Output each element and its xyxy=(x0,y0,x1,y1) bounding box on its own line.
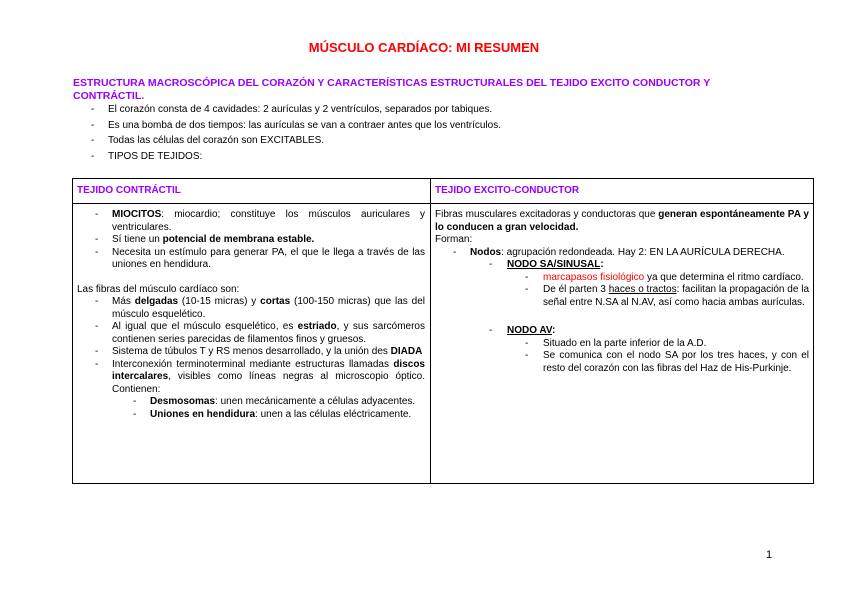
list-item: - TIPOS DE TEJIDOS: xyxy=(73,151,773,167)
list-item: - Nodos: agrupación redondeada. Hay 2: EN LA AURÍCULA DERECHA. xyxy=(435,247,809,260)
list-item: - MIOCITOS: miocardio; constituye los músculos auriculares y ventriculares. xyxy=(77,209,425,234)
nodo-sa-details xyxy=(435,272,809,310)
tissue-table xyxy=(72,178,814,484)
intro-list xyxy=(73,104,773,166)
list-item: - Desmosomas: unen mecánicamente a células adyacentes. xyxy=(77,396,425,409)
list-item: - Sistema de túbulos T y RS menos desarrollado, y la unión des DIADA xyxy=(77,346,425,359)
list-item: - Al igual que el músculo esquelético, es estriado, y sus sarcómeros contienen series parecidas de filamentos finos y gruesos. xyxy=(77,321,425,346)
list-item: - Todas las células del corazón son EXCITABLES. xyxy=(73,135,773,151)
left-column-header: TEJIDO CONTRÁCTIL xyxy=(77,185,181,196)
page-title: MÚSCULO CARDÍACO: MI RESUMEN xyxy=(308,40,540,55)
conductor-column xyxy=(435,209,809,375)
nodo-av-list xyxy=(435,325,809,338)
contractile-sublist xyxy=(77,396,425,421)
list-item: - Uniones en hendidura: unen a las células eléctricamente. xyxy=(77,409,425,422)
fibras-intro: Las fibras del músculo cardíaco son: xyxy=(77,283,240,295)
page-number: 1 xyxy=(766,549,773,561)
list-item: - Más delgadas (10-15 micras) y cortas (100-150 micras) que las del músculo esquelético. xyxy=(77,296,425,321)
table-divider-vertical xyxy=(430,179,431,483)
forman-label: Forman: xyxy=(435,234,473,245)
right-column-header: TEJIDO EXCITO-CONDUCTOR xyxy=(435,185,580,196)
contractile-column xyxy=(77,209,425,421)
table-divider-horizontal xyxy=(73,203,813,204)
list-item: - marcapasos fisiológico ya que determina el ritmo cardíaco. xyxy=(435,272,809,285)
nodos-list xyxy=(435,247,809,260)
list-item: - Interconexión terminoterminal mediante estructuras llamadas discos intercalares, visibles como líneas negras al microscopio óptico. Contienen: xyxy=(77,359,425,397)
list-item: - De él parten 3 haces o tractos: facilitan la propagación de la señal entre N.SA al N.AV, así como hacia ambas aurículas. xyxy=(435,284,809,309)
nodo-sa-list xyxy=(435,259,809,272)
list-item: - El corazón consta de 4 cavidades: 2 aurículas y 2 ventrículos, separados por tabiques. xyxy=(73,104,773,120)
list-item: - NODO SA/SINUSAL: xyxy=(435,259,809,272)
list-item: - Necesita un estímulo para generar PA, el que le llega a través de las uniones en hendidura. xyxy=(77,247,425,272)
list-item: - NODO AV: xyxy=(435,325,809,338)
fibras-paragraph: Fibras musculares excitadoras y conductoras que generan espontáneamente PA y lo conducen a gran velocidad. xyxy=(435,209,809,233)
contractile-list-2 xyxy=(77,296,425,396)
list-item: - Sí tiene un potencial de membrana estable. xyxy=(77,234,425,247)
list-item: - Se comunica con el nodo SA por los tres haces, y con el resto del corazón con las fibras del Haz de His-Purkinje. xyxy=(435,350,809,375)
list-item: - Situado en la parte inferior de la A.D. xyxy=(435,338,809,351)
section-heading: ESTRUCTURA MACROSCÓPICA DEL CORAZÓN Y CARACTERÍSTICAS ESTRUCTURALES DEL TEJIDO EXCITO CONDUCTOR Y CONTRÁCTIL. xyxy=(73,77,711,102)
contractile-list-1 xyxy=(77,209,425,272)
list-item: - Es una bomba de dos tiempos: las aurículas se van a contraer antes que los ventrículos. xyxy=(73,120,773,136)
nodo-av-details xyxy=(435,338,809,376)
